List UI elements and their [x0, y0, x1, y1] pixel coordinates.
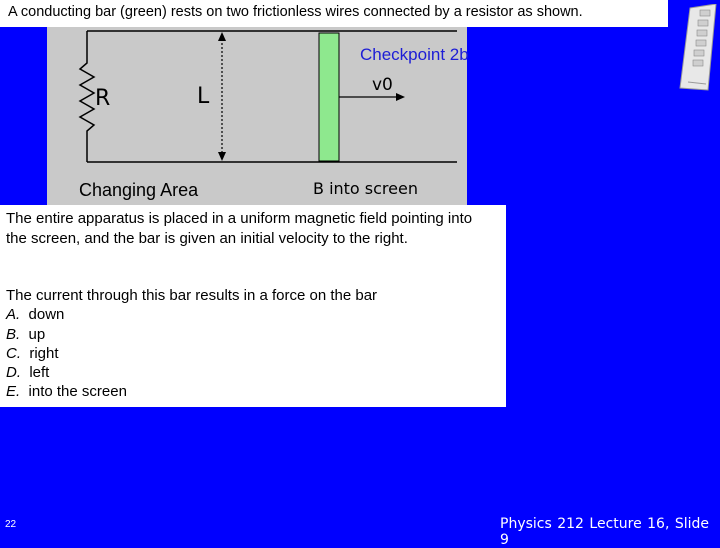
checkpoint-label: Checkpoint 2b — [360, 45, 469, 64]
option-e[interactable] — [6, 382, 496, 401]
resistor-label: R — [95, 86, 111, 111]
option-text: right — [29, 344, 59, 362]
header-text: A conducting bar (green) rests on two frictionless wires connected by a resistor as shown. — [8, 4, 583, 20]
option-a[interactable] — [6, 305, 496, 324]
length-arrow-bottom-head — [218, 152, 226, 161]
resistor — [80, 31, 94, 162]
footer-course-label: Physics 212 Lecture 16, Slide 9 — [500, 516, 710, 548]
option-text: down — [28, 306, 65, 324]
option-text: up — [28, 325, 46, 343]
option-letter: D. — [6, 364, 21, 382]
conducting-bar — [319, 33, 339, 161]
description-paragraph: The entire apparatus is placed in a uniform magnetic field pointing into the screen, and the bar is given an initial velocity to the right. — [6, 210, 473, 247]
length-arrow-top-head — [218, 32, 226, 41]
option-letter: E. — [6, 383, 21, 401]
option-text: left — [29, 364, 50, 382]
option-b[interactable] — [6, 325, 496, 344]
slide-number: 22 — [5, 519, 17, 530]
navigation-panel-icon — [676, 4, 720, 92]
question-block — [6, 286, 496, 402]
option-d[interactable] — [6, 363, 496, 382]
field-label: B into screen — [313, 179, 418, 198]
option-text: into the screen — [28, 383, 127, 401]
velocity-arrow-head — [396, 93, 405, 101]
changing-area-label: Changing Area — [79, 180, 199, 200]
length-label: L — [197, 84, 210, 109]
navigation-panel[interactable] — [676, 4, 720, 92]
option-c[interactable] — [6, 344, 496, 363]
option-letter: B. — [6, 325, 21, 343]
question-text: The current through this bar results in a force on the bar — [6, 287, 378, 304]
option-letter: A. — [6, 306, 21, 324]
option-letter: C. — [6, 344, 21, 362]
velocity-label: v0 — [372, 75, 393, 95]
